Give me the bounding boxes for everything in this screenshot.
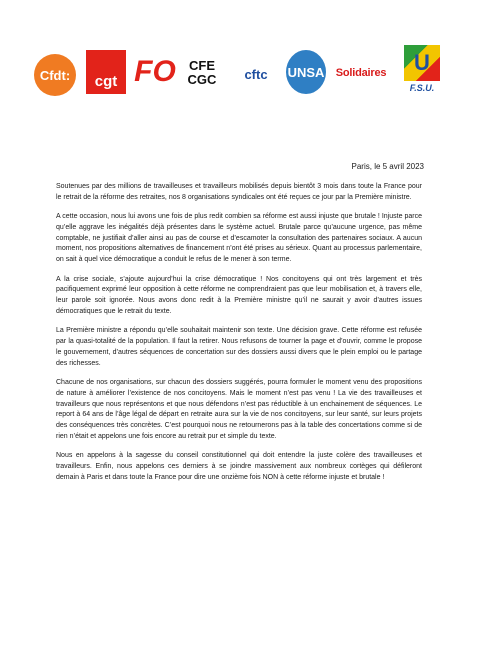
cgt-logo xyxy=(86,50,126,94)
paragraph-4: La Première ministre a répondu qu’elle souhaitait maintenir son texte. Une décision grave. Cette réforme est refusée par la quasi-totalité de la population. Il faut la retirer. Nous refusons de tourner la page et d’ouvrir, comme le propose le gouvernement, d’autres séquences de concertation sur des dossiers aussi divers que le plein emploi ou le partage des richesses. xyxy=(56,327,422,367)
paragraph-6: Nous en appelons à la sagesse du conseil constitutionnel qui doit entendre la juste colère des travailleuses et travailleurs. Enfin, nous appelons ces derniers à se joindre massivement aux nombreux cortèges qui défileront demain à Paris et dans toute la France pour dire une onzième fois NON à cette réforme injuste et brutale ! xyxy=(56,452,422,481)
fsu-logo-text: F.S.U. xyxy=(409,83,435,93)
union-logos-row xyxy=(32,44,448,96)
fsu-logo-mark-text: U xyxy=(414,50,430,75)
fo-logo xyxy=(134,50,176,94)
paragraph-5: Chacune de nos organisations, sur chacun des dossiers suggérés, pourra formuler le moment venu des propositions de nature à améliorer l’existence de nos concitoyens. Mais le moment n’est pas venu ! La vie des travailleuses et travailleurs que nous représentons et que nous défendons n’est pas réductible à un enchainement de séquences. Le report à 64 ans de l’âge légal de départ en retraite aura sur la vie de nos concitoyens, sur leur santé, sur leurs projets des conséquences très concrètes. C’est pourquoi nous ne retournerons pas à la table des concertations comme si de rien n’était et appelons une fois encore au retrait pur et simple du texte. xyxy=(56,378,422,440)
fsu-logo-mark xyxy=(404,45,440,81)
cfe-cgc-logo-top: CFE xyxy=(189,58,215,73)
cfe-cgc-logo xyxy=(182,52,222,94)
cfe-cgc-logo-bottom: CGC xyxy=(187,72,217,87)
cftc-logo xyxy=(236,58,276,90)
cgt-logo-text: cgt xyxy=(94,73,118,90)
solidaires-logo-text: Solidaires xyxy=(335,67,387,79)
solidaires-logo xyxy=(332,56,390,90)
unsa-logo xyxy=(286,50,326,94)
unsa-logo-text: UNSA xyxy=(287,64,325,80)
fsu-logo xyxy=(400,44,444,94)
paragraph-1: Soutenues par des millions de travailleuses et travailleurs mobilisés depuis bientôt 3 mois dans toute la France pour le retrait de la réforme des retraites, nos 8 organisations syndicales ont été reçues ce jour par la Première ministre. xyxy=(56,183,422,201)
cftc-logo-text: cftc xyxy=(244,66,268,82)
fo-logo-text: FO xyxy=(134,55,176,88)
letter-date: Paris, le 5 avril 2023 xyxy=(351,162,424,171)
cfdt-logo-text: Cfdt: xyxy=(39,67,71,83)
paragraph-3: A la crise sociale, s’ajoute aujourd’hui la crise démocratique ! Nos concitoyens qui ont très largement et très pacifiquement exprimé leur opposition à cette réforme ne comprendraient pas que leur mobilisation et, à travers elle, leur parole soit ignorée. Nous avons donc redit à la Première ministre qu’il ne saurait y avoir d’autres issues démocratiques que le retrait du texte. xyxy=(56,275,422,315)
letter-body xyxy=(56,182,422,492)
paragraph-2: A cette occasion, nous lui avons une fois de plus redit combien sa réforme est aussi injuste que brutale ! Injuste parce qu’elle aggrave les inégalités déjà présentes dans le système actuel. Brutale parce qu’aucune urgence, pas même comptable, ne justifiait d’aller ainsi au pas de course et d’escamoter la consultation des partenaires sociaux. A aucun moment, nos propositions alternatives de financement n’ont été prises au sérieux. Quant au processus parlementaire, on sait à quel vice démocratique a conduit le refus de le mener à son terme. xyxy=(56,213,422,264)
cfdt-logo xyxy=(34,54,76,96)
